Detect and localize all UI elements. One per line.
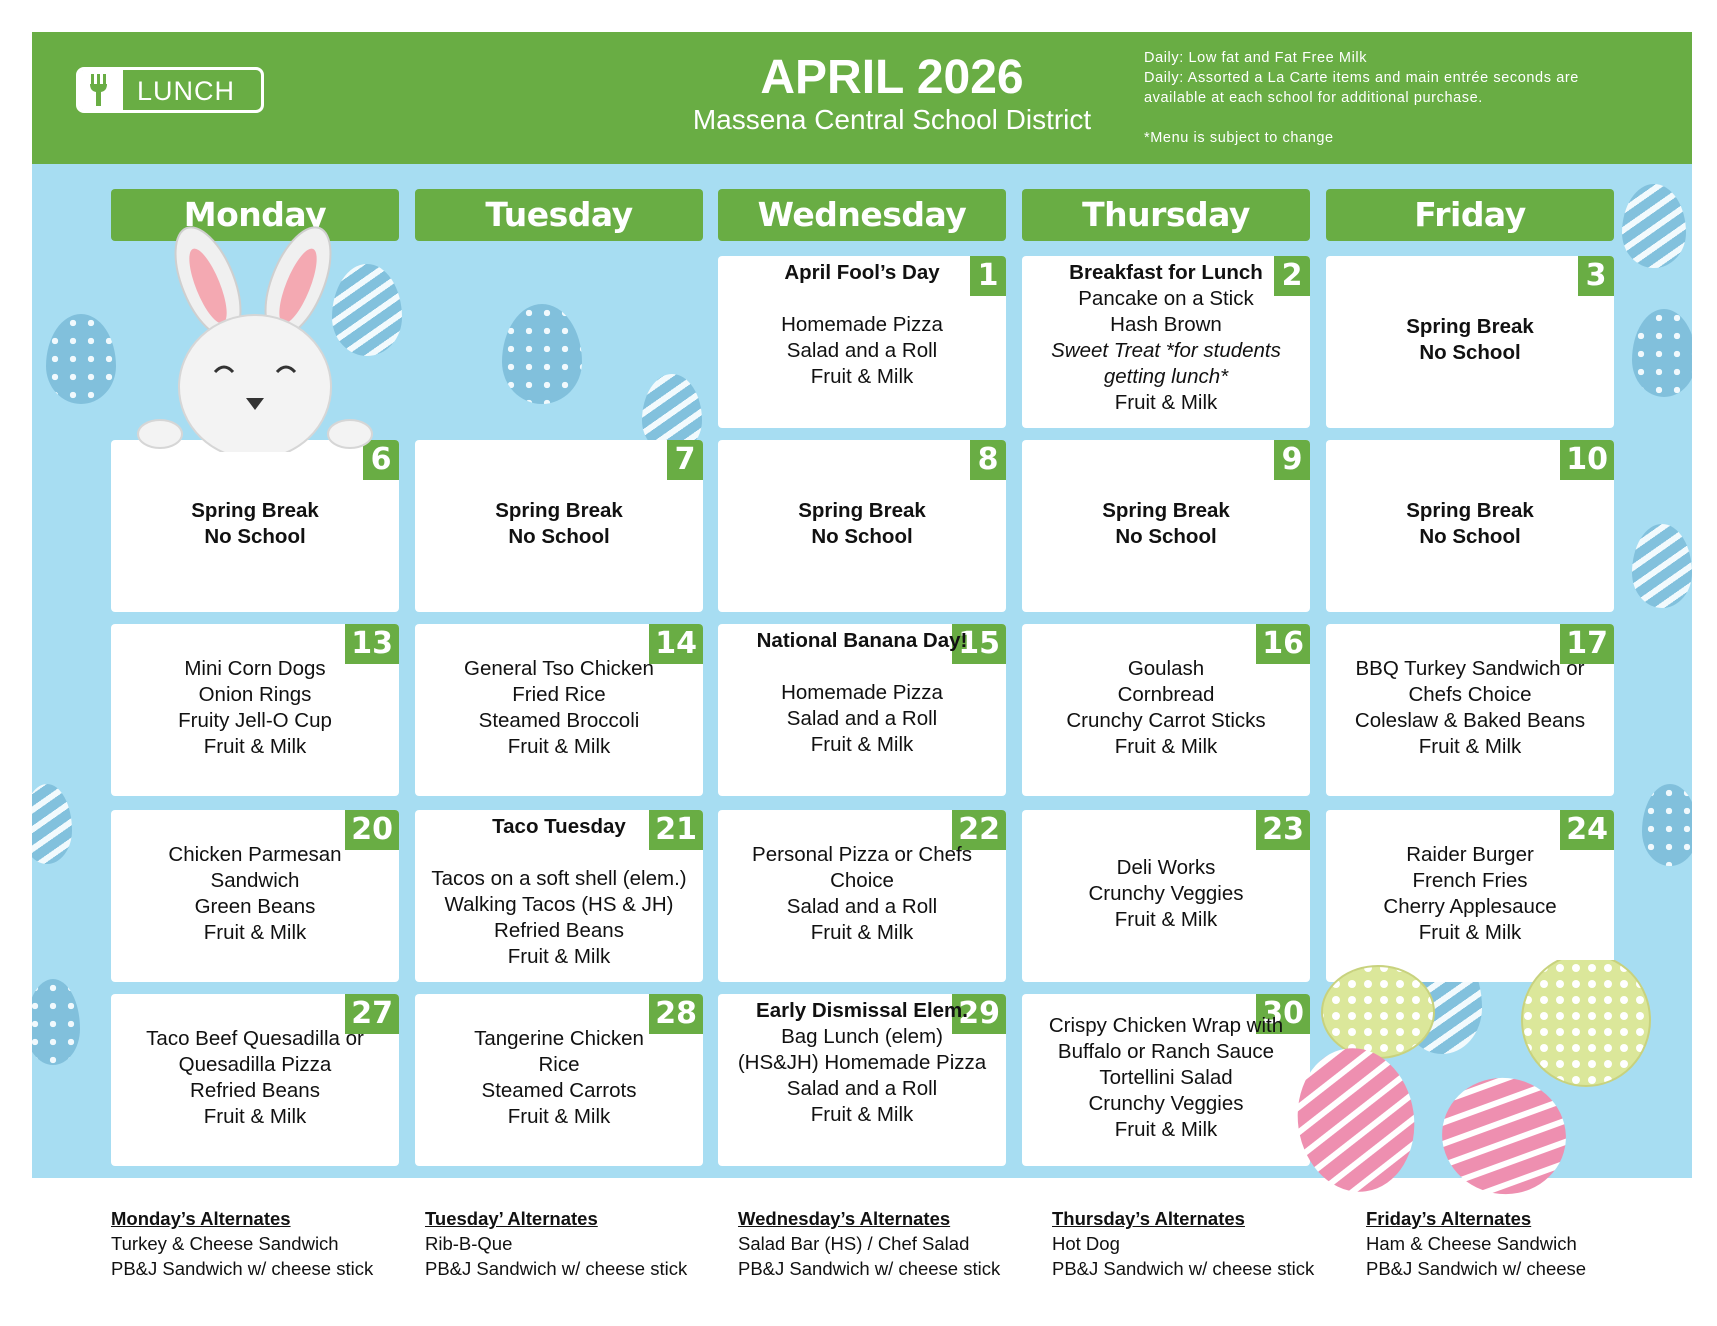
menu-line: Cornbread	[1117, 683, 1215, 706]
menu-line: Tacos on a soft shell (elem.)	[431, 867, 687, 890]
menu-line: (HS&JH) Homemade Pizza	[737, 1051, 987, 1074]
day-number: 24	[1560, 810, 1614, 850]
day-number: 1	[970, 256, 1006, 296]
menu-line: Walking Tacos (HS & JH)	[444, 893, 674, 916]
day-number: 30	[1256, 994, 1310, 1034]
menu-line: Crunchy Carrot Sticks	[1066, 709, 1266, 732]
menu-items	[1326, 314, 1614, 366]
day-number: 27	[345, 994, 399, 1034]
menu-items	[718, 628, 1006, 758]
calendar-day-cell	[111, 810, 399, 982]
menu-line: Personal Pizza or Chefs	[752, 843, 972, 866]
menu-line: Taco Beef Quesadilla or	[146, 1027, 364, 1050]
menu-line: Salad and a Roll	[786, 895, 938, 918]
day-number: 3	[1578, 256, 1614, 296]
menu-line: Steamed Broccoli	[478, 709, 640, 732]
calendar-day-cell	[415, 440, 703, 612]
day-header-friday: Friday	[1326, 189, 1614, 241]
menu-line: Deli Works	[1116, 856, 1216, 879]
day-header-tuesday: Tuesday	[415, 189, 703, 241]
menu-line: Refried Beans	[494, 919, 624, 942]
day-number: 16	[1256, 624, 1310, 664]
menu-line: Fried Rice	[512, 683, 606, 706]
menu-line: Spring Break	[1102, 499, 1230, 522]
egg-decoration	[1642, 784, 1692, 866]
calendar-day-cell	[718, 624, 1006, 796]
alternates-column	[111, 1206, 373, 1281]
menu-line: Hash Brown	[1110, 313, 1222, 336]
alternate-item: Salad Bar (HS) / Chef Salad	[738, 1233, 970, 1254]
menu-line: Steamed Carrots	[481, 1079, 637, 1102]
alternate-item: Rib-B-Que	[425, 1233, 513, 1254]
day-header-thursday: Thursday	[1022, 189, 1310, 241]
calendar-day-cell	[111, 994, 399, 1166]
menu-line: Choice	[830, 869, 894, 892]
menu-line: Coleslaw & Baked Beans	[1354, 709, 1586, 732]
alternate-item: PB&J Sandwich w/ cheese stick	[425, 1258, 688, 1279]
page-title: APRIL 2026	[760, 51, 1024, 104]
menu-line: Chicken Parmesan	[168, 843, 342, 866]
alternate-item: PB&J Sandwich w/ cheese stick	[738, 1258, 1001, 1279]
day-number: 14	[649, 624, 703, 664]
menu-line: Fruit & Milk	[203, 735, 307, 758]
menu-items	[111, 1026, 399, 1130]
menu-items	[415, 656, 703, 760]
day-number: 9	[1274, 440, 1310, 480]
menu-line: Bag Lunch (elem)	[781, 1025, 943, 1048]
menu-line: Tortellini Salad	[1099, 1066, 1233, 1089]
menu-items	[1022, 260, 1310, 416]
day-number: 29	[952, 994, 1006, 1034]
menu-line: Fruit & Milk	[810, 1103, 914, 1126]
alternate-item: PB&J Sandwich w/ cheese	[1366, 1258, 1587, 1279]
menu-line: Onion Rings	[198, 683, 312, 706]
alternate-item: PB&J Sandwich w/ cheese stick	[111, 1258, 374, 1279]
menu-line: Fruit & Milk	[203, 921, 307, 944]
day-number: 20	[345, 810, 399, 850]
menu-items	[718, 260, 1006, 390]
menu-line: Fruity Jell-O Cup	[178, 709, 332, 732]
alternate-item: Ham & Cheese Sandwich	[1366, 1233, 1577, 1254]
menu-line: Early Dismissal Elem.	[756, 999, 968, 1022]
menu-line: Taco Tuesday	[492, 815, 626, 838]
day-number: 28	[649, 994, 703, 1034]
day-number: 21	[649, 810, 703, 850]
menu-line: Raider Burger	[1406, 843, 1534, 866]
menu-line: General Tso Chicken	[464, 657, 654, 680]
menu-line: No School	[1419, 525, 1521, 548]
lunch-logo	[76, 67, 264, 113]
menu-line	[415, 840, 703, 866]
menu-line: Homemade Pizza	[781, 681, 943, 704]
alternates-column	[1052, 1206, 1314, 1281]
egg-decoration	[1622, 184, 1686, 268]
menu-items	[111, 498, 399, 550]
menu-line: Fruit & Milk	[507, 945, 611, 968]
menu-line: Homemade Pizza	[781, 313, 943, 336]
menu-items	[718, 998, 1006, 1128]
menu-line: getting lunch*	[1103, 365, 1229, 388]
menu-line: Salad and a Roll	[786, 707, 938, 730]
menu-items	[111, 656, 399, 760]
menu-line: Quesadilla Pizza	[178, 1053, 332, 1076]
day-number: 13	[345, 624, 399, 664]
alternate-item: PB&J Sandwich w/ cheese stick	[1052, 1258, 1315, 1279]
menu-line: No School	[204, 525, 306, 548]
menu-line: Fruit & Milk	[1418, 921, 1522, 944]
menu-line: BBQ Turkey Sandwich or	[1355, 657, 1585, 680]
bunny-illustration	[120, 222, 390, 452]
menu-line: Rice	[538, 1053, 580, 1076]
menu-line: Fruit & Milk	[810, 365, 914, 388]
menu-line: No School	[1115, 525, 1217, 548]
menu-disclaimer: *Menu is subject to change	[1144, 130, 1334, 146]
day-number: 6	[363, 440, 399, 480]
menu-line: Salad and a Roll	[786, 1077, 938, 1100]
calendar-day-cell	[111, 440, 399, 612]
calendar-day-cell	[111, 624, 399, 796]
day-number: 15	[952, 624, 1006, 664]
menu-line: No School	[811, 525, 913, 548]
calendar-day-cell	[1022, 440, 1310, 612]
alternate-item: Hot Dog	[1052, 1233, 1120, 1254]
menu-line: Fruit & Milk	[203, 1105, 307, 1128]
daily-note: Daily: Assorted a La Carte items and main entrée seconds are	[1144, 70, 1579, 86]
menu-line: Salad and a Roll	[786, 339, 938, 362]
egg-decoration	[1632, 309, 1692, 397]
calendar-day-cell	[415, 810, 703, 982]
alternate-item: Turkey & Cheese Sandwich	[111, 1233, 339, 1254]
page-header	[32, 32, 1692, 164]
calendar-day-cell	[718, 440, 1006, 612]
easter-eggs-illustration	[1296, 960, 1696, 1200]
menu-line: French Fries	[1412, 869, 1528, 892]
egg-decoration	[32, 784, 72, 864]
day-header-wednesday: Wednesday	[718, 189, 1006, 241]
logo-label: LUNCH	[137, 76, 236, 106]
menu-line: Goulash	[1127, 657, 1205, 680]
menu-line: Green Beans	[194, 895, 316, 918]
calendar-day-cell	[415, 624, 703, 796]
menu-line: Crunchy Veggies	[1088, 882, 1244, 905]
menu-line: Spring Break	[191, 499, 319, 522]
alternates-column	[1366, 1206, 1586, 1281]
calendar-day-cell	[1326, 440, 1614, 612]
menu-line: Refried Beans	[190, 1079, 320, 1102]
day-number: 10	[1560, 440, 1614, 480]
day-number: 7	[667, 440, 703, 480]
alternates-column	[738, 1206, 1000, 1281]
alternates-heading: Tuesday’ Alternates	[425, 1208, 598, 1229]
day-number: 22	[952, 810, 1006, 850]
menu-line: Spring Break	[798, 499, 926, 522]
calendar-day-cell	[1022, 256, 1310, 428]
menu-line: Spring Break	[1406, 315, 1534, 338]
menu-line: Fruit & Milk	[507, 735, 611, 758]
daily-note: available at each school for additional purchase.	[1144, 90, 1483, 106]
egg-decoration	[1632, 524, 1692, 608]
calendar-day-cell	[1022, 810, 1310, 982]
menu-line: Cherry Applesauce	[1383, 895, 1557, 918]
menu-line: No School	[1419, 341, 1521, 364]
menu-line: Fruit & Milk	[810, 733, 914, 756]
calendar-day-cell	[718, 810, 1006, 982]
alternates-heading: Wednesday’s Alternates	[738, 1208, 951, 1229]
menu-line: No School	[508, 525, 610, 548]
daily-notes	[1144, 48, 1684, 148]
menu-items	[1326, 656, 1614, 760]
menu-items	[1326, 498, 1614, 550]
menu-line: National Banana Day!	[756, 629, 968, 652]
calendar-day-cell	[1326, 810, 1614, 982]
menu-items	[1022, 498, 1310, 550]
menu-line: Pancake on a Stick	[1078, 287, 1254, 310]
day-number: 23	[1256, 810, 1310, 850]
menu-line: Fruit & Milk	[1114, 1118, 1218, 1141]
menu-items	[415, 1026, 703, 1130]
menu-line: Fruit & Milk	[1114, 908, 1218, 931]
alternates-column	[425, 1206, 687, 1281]
calendar-day-cell	[718, 994, 1006, 1166]
calendar-day-cell	[1022, 624, 1310, 796]
menu-line	[718, 654, 1006, 680]
day-number: 17	[1560, 624, 1614, 664]
menu-line: Sandwich	[210, 869, 300, 892]
calendar-day-cell	[718, 256, 1006, 428]
alternates-heading: Thursday’s Alternates	[1052, 1208, 1245, 1229]
menu-items	[1022, 1013, 1310, 1143]
calendar-day-cell	[1326, 624, 1614, 796]
menu-line: Spring Break	[495, 499, 623, 522]
menu-line: Fruit & Milk	[810, 921, 914, 944]
calendar-day-cell	[415, 994, 703, 1166]
menu-line: Mini Corn Dogs	[184, 657, 326, 680]
menu-line: Buffalo or Ranch Sauce	[1057, 1040, 1275, 1063]
calendar-day-cell	[1022, 994, 1310, 1166]
fork-icon	[89, 74, 113, 106]
menu-line: Fruit & Milk	[1418, 735, 1522, 758]
menu-items	[415, 498, 703, 550]
menu-items	[1022, 855, 1310, 933]
menu-line: Fruit & Milk	[1114, 735, 1218, 758]
menu-line: Breakfast for Lunch	[1069, 261, 1263, 284]
menu-line: Crispy Chicken Wrap with	[1048, 1014, 1284, 1037]
alternates-heading: Friday’s Alternates	[1366, 1208, 1532, 1229]
menu-line: Chefs Choice	[1408, 683, 1532, 706]
egg-decoration	[46, 314, 116, 404]
menu-line: Sweet Treat *for students	[1051, 339, 1281, 362]
district-name: Massena Central School District	[692, 104, 1092, 135]
menu-line: Fruit & Milk	[1114, 391, 1218, 414]
alternates-heading: Monday’s Alternates	[111, 1208, 291, 1229]
egg-decoration	[502, 304, 582, 404]
menu-items	[1326, 842, 1614, 946]
menu-items	[1022, 656, 1310, 760]
menu-items	[415, 814, 703, 970]
menu-line: Crunchy Veggies	[1088, 1092, 1244, 1115]
daily-note: Daily: Low fat and Fat Free Milk	[1144, 50, 1368, 66]
menu-line: Tangerine Chicken	[474, 1027, 644, 1050]
menu-items	[718, 498, 1006, 550]
menu-line: Fruit & Milk	[507, 1105, 611, 1128]
day-number: 8	[970, 440, 1006, 480]
day-header-monday: Monday	[111, 189, 399, 241]
menu-line: April Fool’s Day	[784, 261, 940, 284]
menu-items	[718, 842, 1006, 946]
menu-items	[111, 842, 399, 946]
egg-decoration	[32, 979, 80, 1065]
menu-line: Spring Break	[1406, 499, 1534, 522]
calendar-day-cell	[1326, 256, 1614, 428]
menu-line	[718, 286, 1006, 312]
day-number: 2	[1274, 256, 1310, 296]
